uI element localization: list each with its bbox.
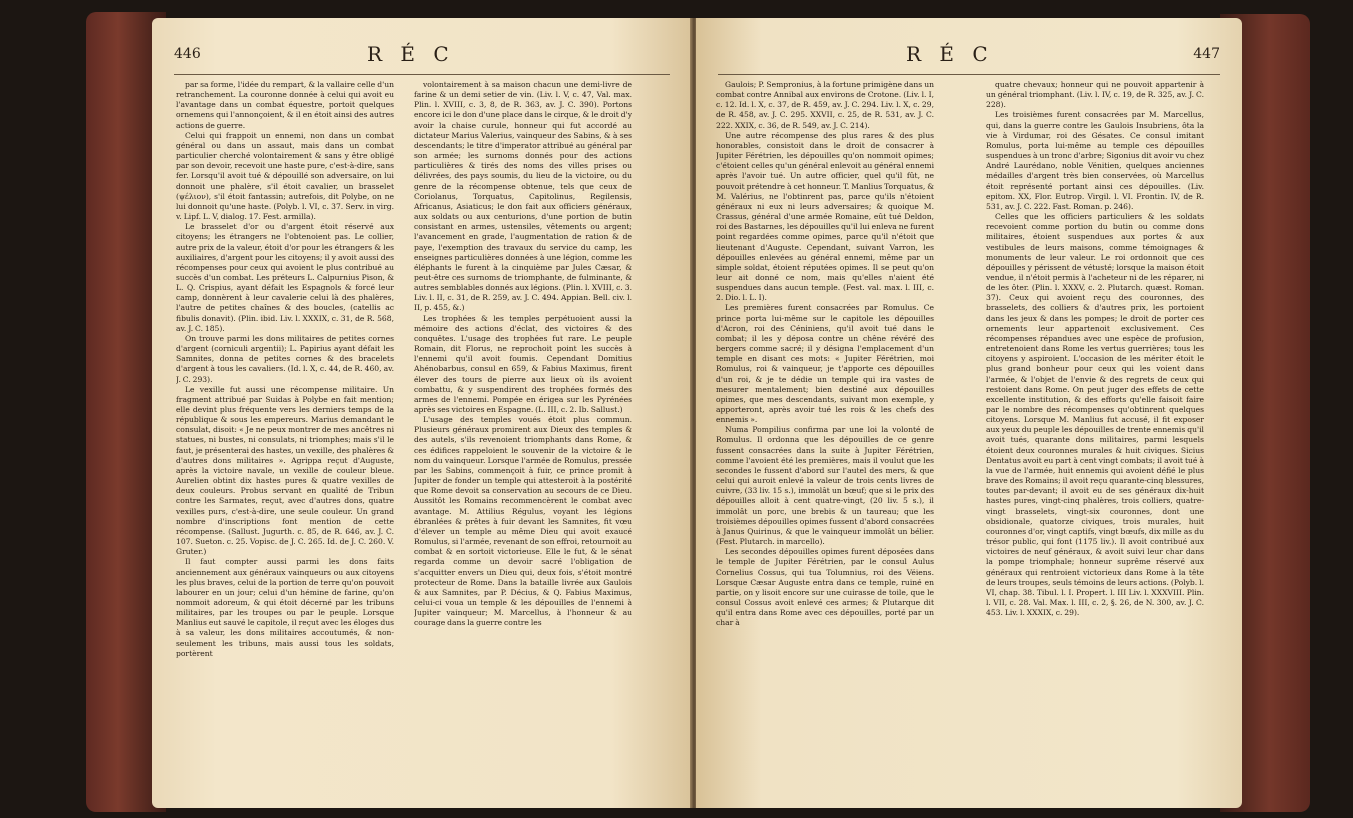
paragraph: par sa forme, l'idée du rempart, & la vallaire celle d'un retranchement. La couronne donnée à celui qui avoit eu l'avantage dans un combat équestre, portoit quelques ornemens qui l'annonçoient, & il en étoit ainsi des autres actions de guerre. (176, 80, 394, 130)
left-page (152, 18, 692, 808)
paragraph: Le brasselet d'or ou d'argent étoit réservé aux citoyens; les étrangers ne l'obtenoient pas. Le collier, autre prix de la valeur, étoit d'or pour les étrangers & les auxiliaires, d'argent pour les citoyens; il y avoit aussi des récompenses pour ceux qui avoient le plus contribué au succès d'un combat. Les préteurs L. Calpurnius Pison, & L. Q. Crispius, ayant défait les Espagnols & forcé leur camp, donnèrent à leur cavalerie celui là des phalères, l'autre de petites chaînes & des boucles, (catellis ac fibulis donavit). (Plin. ibid. Liv. l. XXXIX, c. 31, de R. 568, av. J. C. 185). (176, 222, 394, 333)
paragraph: Les troisièmes furent consacrées par M. Marcellus, qui, dans la guerre contre les Gaulois Insubriens, ôta la vie à Virdumar, roi des Gésates. Ce consul imitant Romulus, porta lui-même au temple ces dépouilles suspendues à un tronc d'arbre; Sigonius dit avoir vu chez André Laurédano, noble Vénitien, quelques anciennes médailles d'argent très bien conservées, où Marcellus étoit représenté portant ainsi ces dépouilles. (Liv. epitom. XX, Flor. Eutrop. Virgil. l. VI. Frontin. IV, de R. 531, av. J. C. 222. Fast. Roman. p. 246). (986, 110, 1204, 211)
paragraph: volontairement à sa maison chacun une demi-livre de farine & un demi setier de vin. (Liv. l. V, c. 47, Val. max. Plin. l. XVIII, c. 3, 8, de R. 363, av. J. C. 390). Portons encore ici le don d'une place dans le cirque, & le droit d'y avoir la chaise curule, honneur qui fut accordé au dictateur Marius Valerius, vainqueur des Sabins, & à ses descendants; le titre d'imperator attribué au général par son armée; les surnoms donnés pour des actions particulières & tirés des noms des villes prises ou délivrées, des pays soumis, du lieu de la victoire, ou du genre de la récompense obtenue, tels que ceux de Coriolanus, Torquatus, Capitolinus, Regilensis, Africanus, Asiaticus; le don fait aux officiers généraux, aux soldats ou aux centurions, d'une portion de butin consistant en armes, ustensiles, vêtements ou argent; l'avancement en grade, l'augmentation de ration & de paye, l'exemption des travaux du service du camp, les enseignes particulières données à une légion, comme les éléphants le furent à la cinquième par Jules Cæsar, & peut-être ces surnoms de triomphante, de fulminante, & autres semblables donnés aux légions. (Plin. l. XVIII, c. 3. Liv. l. II, c. 31, de R. 259, av. J. C. 494. Appian. Bell. civ. l. II, p. 455, &.) (414, 80, 632, 313)
left-page-column-2 (414, 80, 632, 798)
paragraph: Gaulois; P. Sempronius, à la fortune primigène dans un combat contre Annibal aux environs de Crotone. (Liv. l. I, c. 12. Id. l. X, c. 37, de R. 459, av. J. C. 294. Liv. l. X, c. 29, de R. 458, av. J. C. 295. XXVII, c. 25, de R. 531, av. J. C. 222. XXIX, c. 36, de R. 549, av. J. C. 214). (716, 80, 934, 130)
paragraph: Les premières furent consacrées par Romulus. Ce prince porta lui-même sur le capitole les dépouilles d'Acron, roi des Céniniens, qu'il avoit tué dans le combat; il les y déposa contre un chêne révéré des bergers comme sacré; il y désigna l'emplacement d'un temple en disant ces mots: « Jupiter Férétrien, moi Romulus, roi & vainqueur, je t'apporte ces dépouilles d'un roi, & je te dédie un temple qui ira vastes de mesurer mentalement; bien destiné aux dépouilles opimes, que mes descendants, suivant mon exemple, y apporteront, après avoir tué les rois & les chefs des ennemis ». (716, 303, 934, 425)
right-page-column-2 (986, 80, 1204, 798)
paragraph: On trouve parmi les dons militaires de petites cornes d'argent (corniculi argentii); L. Papirius ayant défait les Samnites, donna de petites cornes & des bracelets d'argent à tous les cavaliers. (Id. l. X, c. 44, de R. 460, av. J. C. 293). (176, 333, 394, 384)
right-page (696, 18, 1242, 808)
page-number-left: 446 (174, 46, 201, 62)
running-head-right: R É C (906, 42, 994, 66)
paragraph: Une autre récompense des plus rares & des plus honorables, consistoit dans le droit de consacrer à Jupiter Férétrien, les dépouilles qu'on nommoit opimes; c'étoient celles qu'un général enlevoit au général ennemi après l'avoir tué. Un autre officier, quel qu'il fût, ne pouvoit prétendre à cet honneur. T. Manlius Torquatus, & M. Valérius, ne l'obtinrent pas, parce qu'ils n'étoient généraux ni eux ni leurs adversaires; & quoique M. Crassus, général d'une armée Romaine, eût tué Deldon, roi des Bastarnes, les dépouilles qu'il lui enleva ne furent point regardées comme opimes, parce qu'il n'étoit que lieutenant d'Auguste. Cependant, suivant Varron, les dépouilles enlevées au général ennemi, même par un simple soldat, étoient réputées opimes. Il se peut qu'on leur ait donné ce nom, mais qu'elles n'aient été suspendues dans aucun temple. (Fest. val. max. l. III, c. 2. Dio. l. L. I). (716, 130, 934, 303)
paragraph: L'usage des temples voués étoit plus commun. Plusieurs généraux promirent aux Dieux des temples & des autels, s'ils revenoient triomphants dans Rome, & ces édifices rappeloient le souvenir de la victoire & le nom du vainqueur. Lorsque l'armée de Romulus, pressée par les Sabins, commençoit à fuir, ce prince promit à Jupiter de fonder un temple qui attesteroit à la postérité que Rome devoit sa conservation au secours de ce Dieu. Aussitôt les Romains recommencèrent le combat avec avantage. M. Attilius Régulus, voyant les légions ébranlées & prêtes à fuir devant les Samnites, fit vœu d'élever un temple au même Dieu qui avoit exaucé Romulus, si l'armée, revenant de son effroi, retournoit au combat & en sortoit victorieuse. Elle le fut, & le sénat regarda comme un devoir sacré l'obligation de s'acquitter envers un Dieu qui, deux fois, s'étoit montré protecteur de Rome. Dans la bataille livrée aux Gaulois & aux Samnites, par P. Décius, & Q. Fabius Maximus, celui-ci voua un temple & les dépouilles de l'ennemi à Jupiter vainqueur; M. Marcellus, à l'honneur & au courage dans la guerre contre les (414, 415, 632, 628)
paragraph: Les secondes dépouilles opimes furent déposées dans le temple de Jupiter Férétrien, par le consul Aulus Cornelius Cossus, qui tua Tolumnius, roi des Véiens. Lorsque Cæsar Auguste entra dans ce temple, ruiné en partie, on y lisoit encore sur une cuirasse de toile, que le consul Cossus avoit enlevé ces armes; & Plutarque dit qu'il entra dans Rome avec ces dépouilles, porté par un char à (716, 547, 934, 628)
paragraph: Les trophées & les temples perpétuoient aussi la mémoire des actions d'éclat, des victoires & des conquêtes. L'usage des trophées fut rare. Le peuple Romain, dit Florus, ne reprochoit point les succès à l'ennemi qu'il avoit foumis. Cependant Domitius Ahénobarbus, consul en 659, & Fabius Maximus, firent élever des tours de pierre aux lieux où ils avoient combattu, & y suspendirent des trophées formés des armes de l'ennemi. Pompée en érigea sur les Pyrénées après ses victoires en Espagne. (L. III, c. 2. Ib. Sallust.) (414, 313, 632, 414)
page-number-right: 447 (1193, 46, 1220, 62)
paragraph: Celui qui frappoit un ennemi, non dans un combat général ou dans un assaut, mais dans un combat particulier cherché volontairement & sans y être obligé par son devoir, recevoit une haste pure, c'est-à-dire, sans fer. Lorsqu'il avoit tué & dépouillé son adversaire, on lui donnoit une phalère, s'il étoit cavalier, un brasselet (ψέλιον), s'il étoit fantassin; autrefois, dit Polybe, on ne lui donnoit qu'une haste. (Polyb. l. VI, c. 37. Serv. in virg. v. Lipf. L. V, dialog. 17. Fest. armilla). (176, 130, 394, 222)
paragraph: Numa Pompilius confirma par une loi la volonté de Romulus. Il ordonna que les dépouilles de ce genre fussent consacrées dans la suite à Jupiter Férétrien, comme l'avoient été les premières, mais il voulut que les secondes le fussent d'abord sur l'autel des mers, & que celui qui auroit enlevé la valeur de trois cents livres de cuivre, (33 liv. 15 s.), immolât un bœuf; que si le prix des dépouilles alloit à cent quatre-vingt, (20 liv. 5 s.), il immolât un porc, une brebis & un taureau; que les troisièmes dépouilles opimes fussent d'abord consacrées à Janus Quirinus, & que le vainqueur immolât un bélier. (Fest. Plutarch. in marcello). (716, 425, 934, 547)
header-rule-left (174, 74, 670, 75)
running-head-left: R É C (367, 42, 455, 66)
paragraph: quatre chevaux; honneur qui ne pouvoit appartenir à un général triomphant. (Liv. l. IV, c. 19, de R. 325, av. J. C. 228). (986, 80, 1204, 110)
paragraph: Le vexille fut aussi une récompense militaire. Un fragment attribué par Suidas à Polybe en fait mention; elle devint plus fréquente vers les derniers temps de la république & sous les empereurs. Marius demandant le consulat, disoit: « Je ne peux montrer de mes ancêtres ni statues, ni bustes, ni consulats, ni triomphes; mais s'il le faut, je présenterai des hastes, un vexille, des phalères & d'autres dons militaires ». Agrippa reçut d'Auguste, après la victoire navale, un vexille de couleur bleue. Aurelien obtint dix hastes pures & quatre vexilles de deux couleurs. Probus servant en qualité de Tribun contre les Sarmates, reçut, avec d'autres dons, quatre vexilles purs, c'est-à-dire, une seule couleur. Un grand nombre d'inscriptions font mention de cette récompense. (Sallust. Jugurth. c. 85, de R. 646, av. J. C. 107. Sueton. c. 25. Vopisc. de J. C. 265. Id. de J. C. 260. V. Gruter.) (176, 384, 394, 557)
right-page-column-1 (716, 80, 934, 798)
paragraph: Il faut compter aussi parmi les dons faits anciennement aux généraux vainqueurs ou aux citoyens les plus braves, celui de la portion de terre qu'on pouvoit labourer en un jour; celui d'un hémine de farine, qu'on nommoit adoreum, & qui étoit décerné par les tribuns militaires, par les troupes ou par le peuple. Lorsque Manlius eut sauvé le capitole, il reçut avec les éloges dus à sa valeur, les dons militaires accoutumés, & non-seulement les tribuns, mais aussi tous les soldats, portèrent (176, 557, 394, 658)
paragraph: Celles que les officiers particuliers & les soldats recevoient comme portion du butin ou comme dons militaires, étoient suspendues aux portes & aux vestibules de leurs maisons, comme témoignages & monuments de leur valeur. Le roi ordonnoit que ces dépouilles y périssent de vétusté; lorsque la maison étoit vendue, il n'étoit permis à l'acheteur ni de les réparer, ni de les ôter. (Plin. l. XXXV, c. 2. Plutarch. quæst. Roman. 37). Ceux qui avoient reçu des couronnes, des brasselets, des colliers & d'autres prix, les portoient dans les jeux & dans les pompes; le droit de porter ces ornements leur appartenoit exclusivement. Ces récompenses répandues avec une espèce de profusion, entretenoient dans Rome les vertus guerrières; tous les citoyens y aspiroient. L'occasion de les mériter étoit le plus grand bonheur pour ceux qui les voient dans l'armée, & l'objet de l'envie & des regrets de ceux qui restoient dans Rome. On peut juger des effets de cette excellente institution, & des efforts qu'elle faisoit faire par le nombre des récompenses qu'obtinrent quelques citoyens. Lorsque M. Manlius fut accusé, il fit exposer aux yeux du peuple les dépouilles de trente ennemis qu'il avoit tués, quarante dons militaires, parmi lesquels étoient deux couronnes murales & huit civiques. Sicius Dentatus avoit eu part à cent vingt combats; il avoit tué à la vue de l'armée, huit ennemis qui avoient défié le plus brave des Romains; il avoit reçu quarante-cinq blessures, toutes par-devant; il avoit eu de ses généraux dix-huit hastes pures, vingt-cinq phalères, trois colliers, quatre-vingt brasselets, vingt-six couronnes, dont une obsidionale, quatorze civiques, trois murales, huit couronnes d'or, vingt captifs, vingt bœufs, dix mille as du trésor public, qui font (1175 liv.). Il avoit contribué aux victoires de neuf généraux, & avoit suivi leur char dans la pompe triomphale; honneur suprême réservé aux généraux qui rentroient victorieux dans Rome à la tête de leurs troupes, seuls témoins de leurs actions. (Polyb. l. VI, chap. 38. Tibul. l. I. Propert. l. III Liv. l. XXXVIII. Plin. l. VII, c. 28. Val. Max. l. III, c. 2, §. 26, de N. 300, av. J. C. 453. Liv. l. XXXIX, c. 29). (986, 212, 1204, 618)
left-page-column-1 (176, 80, 394, 798)
right-page-header (696, 42, 1242, 68)
header-rule-right (718, 74, 1220, 75)
left-page-header (152, 42, 692, 68)
